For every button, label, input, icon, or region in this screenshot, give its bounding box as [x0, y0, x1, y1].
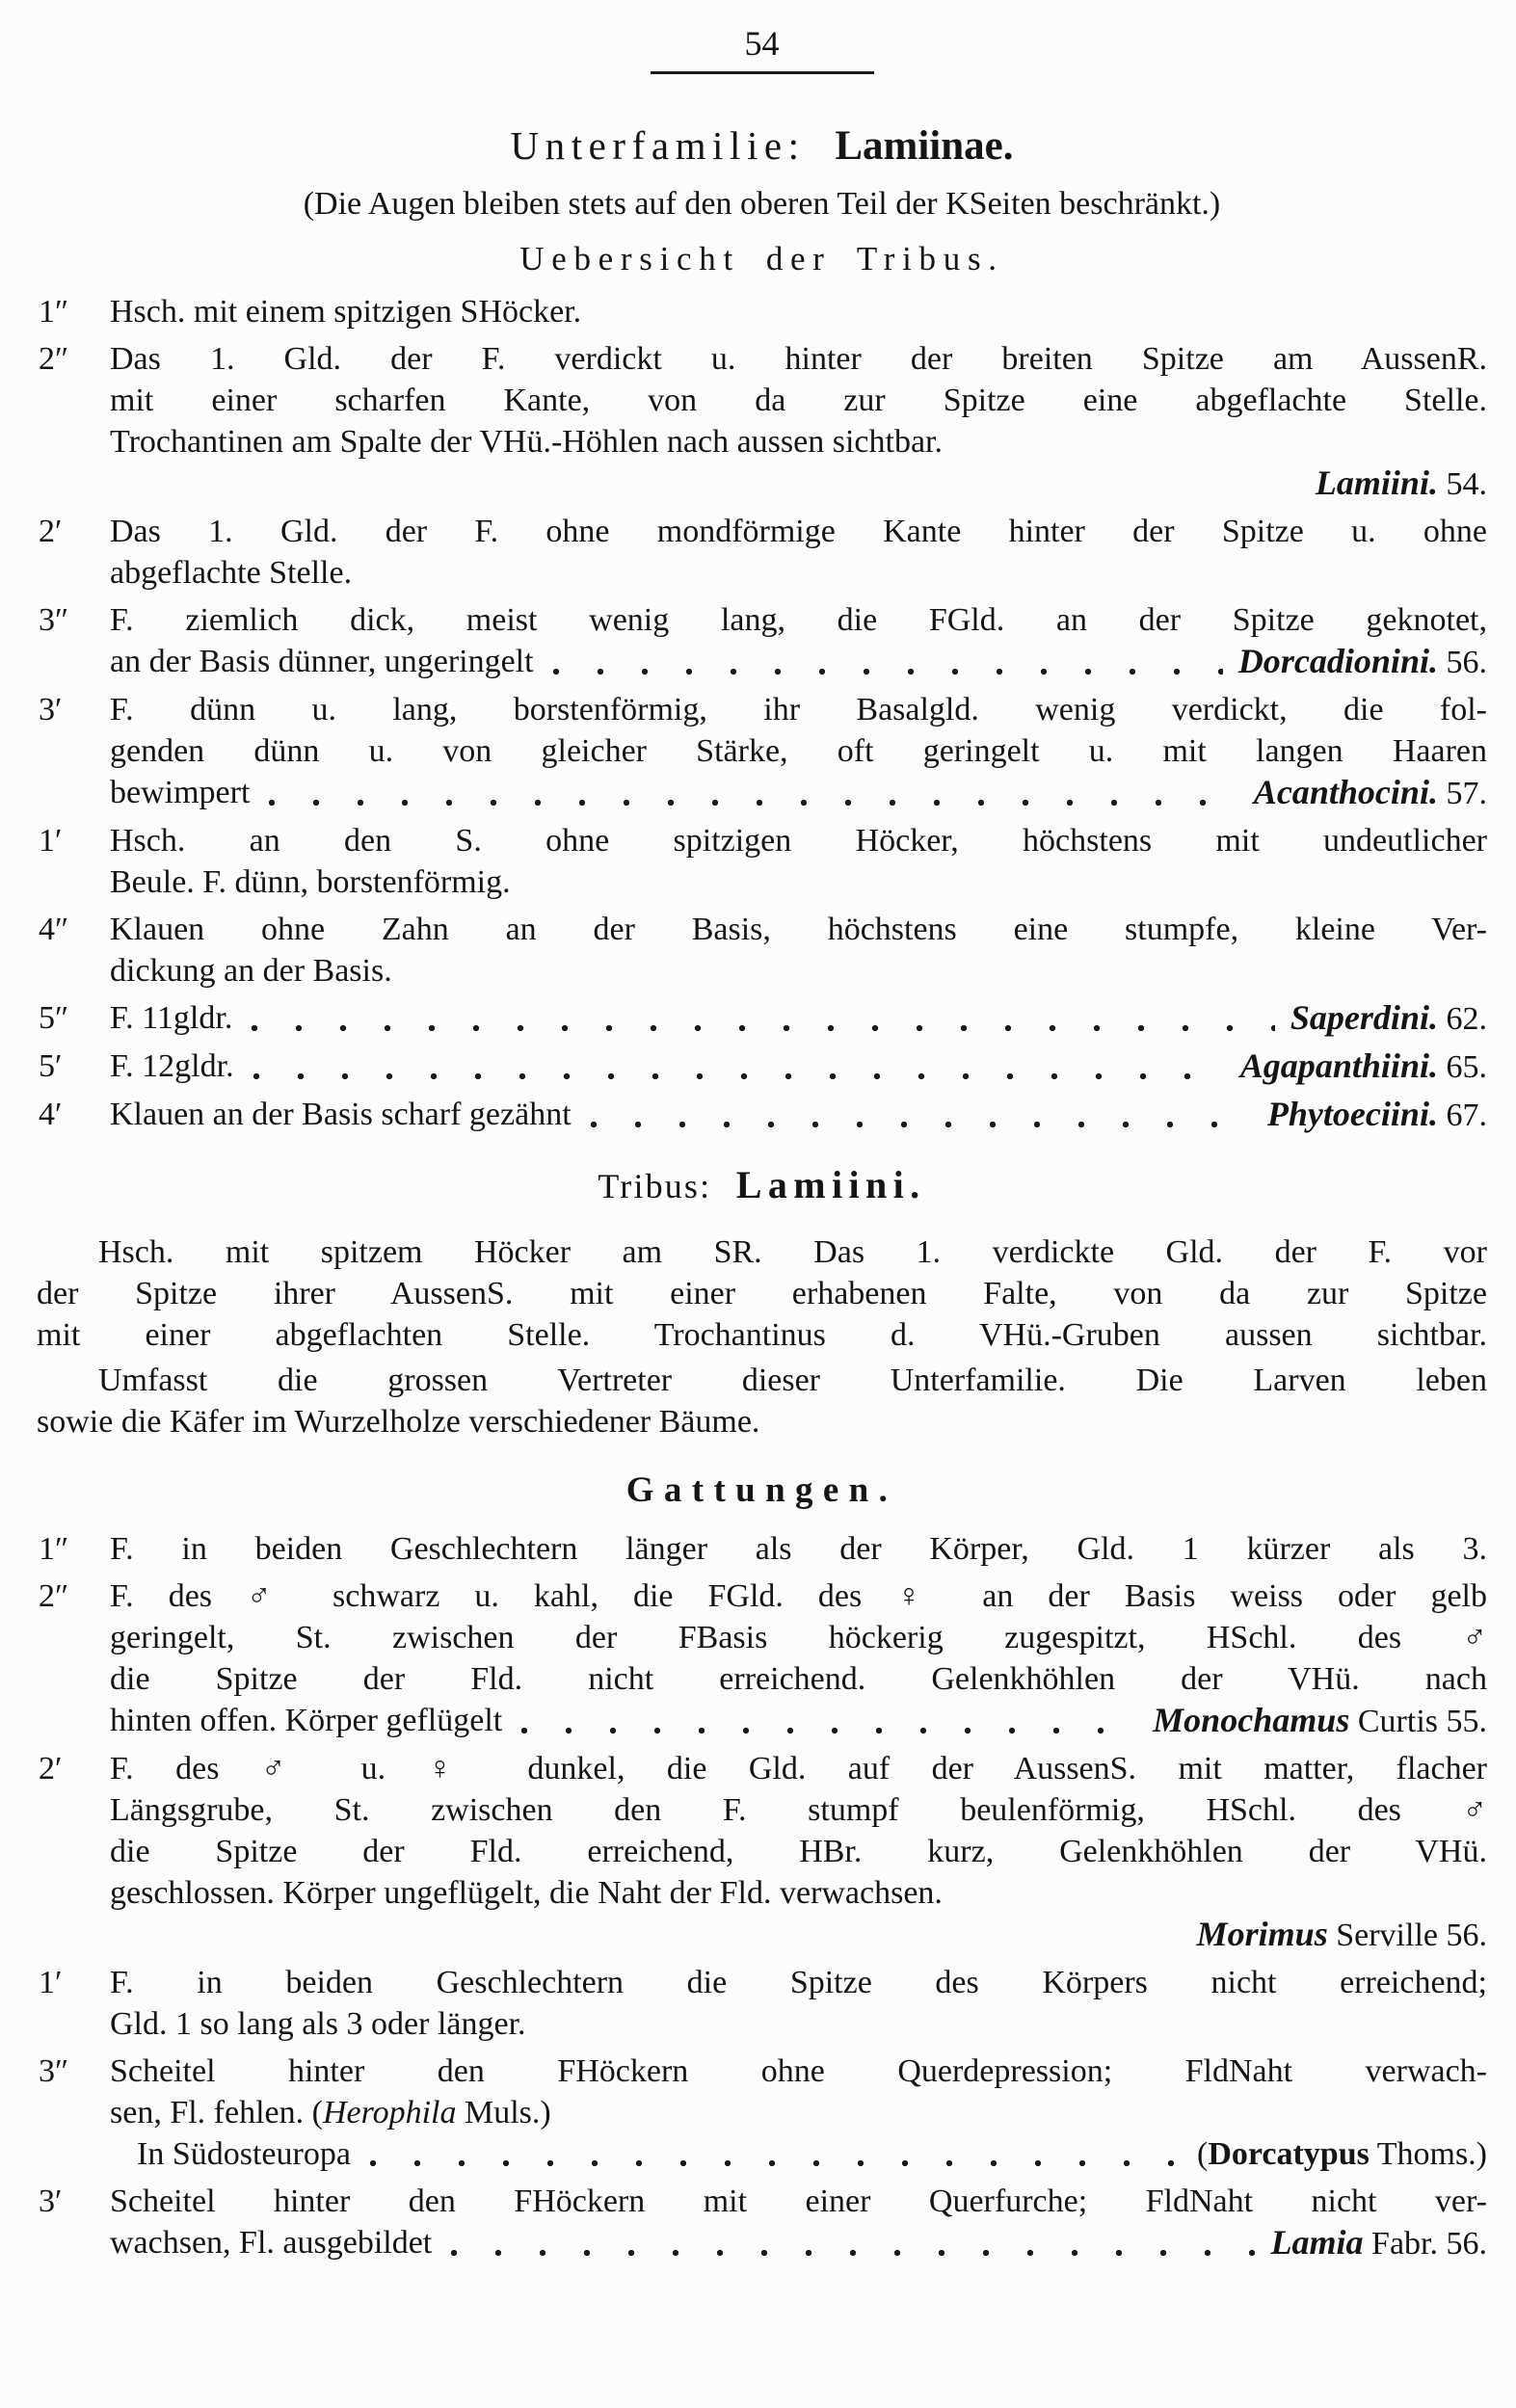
key-item-lines [110, 909, 1487, 992]
text-segment: Hsch. mit einem spitzigen SHöcker. [110, 294, 582, 330]
leader-text [110, 1094, 572, 1136]
key-line [110, 2051, 1487, 2092]
key-item-label: 1′ [39, 823, 63, 859]
key-item-lines [110, 599, 1487, 683]
key-item [37, 2051, 1487, 2175]
tribus-heading-prefix: Tribus: [598, 1167, 712, 1205]
key-item-label: 2′ [39, 514, 63, 549]
key-item [37, 291, 1487, 332]
text-segment: Umfasst die grossen Vertreter dieser Unterfamilie. Die Larven leben [98, 1363, 1487, 1398]
heading-space [815, 123, 825, 168]
key-leader-line [110, 2222, 1487, 2264]
dot-leader [519, 1726, 1137, 1735]
paragraph-line [37, 1231, 1487, 1273]
key-item-label: 1″ [39, 294, 69, 330]
text-segment: Muls.) [456, 2095, 551, 2130]
text-segment: geschlossen. Körper ungeflügelt, die Naht der Fld. verwachsen. [110, 1875, 943, 1911]
key-item-label: 2″ [39, 341, 69, 377]
key-item-lines [110, 2051, 1487, 2175]
genera-key [37, 1528, 1487, 2264]
tribus-heading-name: Lamiini. [735, 1163, 926, 1206]
eye-note: (Die Augen bleiben stets auf den oberen Teil der KSeiten beschränkt.) [303, 186, 1221, 222]
paragraph-line [37, 1273, 1487, 1314]
text-segment: Das 1. Gld. der F. ohne mondförmige Kante hinter der Spitze u. ohne [110, 514, 1487, 549]
key-item [37, 689, 1487, 814]
text-segment: Saperdini. [1290, 998, 1438, 1037]
key-item-lines [110, 1094, 1487, 1136]
text-segment: mit einer abgeflachten Stelle. Trochantinus d. VHü.-Gruben aussen sichtbar. [37, 1317, 1487, 1353]
paragraph-line [37, 1401, 1487, 1442]
text-segment: F. 12gldr. [110, 1048, 234, 1084]
taxon-ref [1197, 2133, 1487, 2175]
key-line [110, 380, 1487, 421]
text-segment: sen, Fl. fehlen. ( [110, 2095, 323, 2130]
key-leader-line [110, 1700, 1487, 1742]
key-item [37, 599, 1487, 683]
dot-leader [551, 667, 1223, 676]
text-segment: Längsgrube, St. zwischen den F. stumpf beulenförmig, HSchl. des ♂ [110, 1792, 1487, 1828]
dot-leader [589, 1120, 1252, 1129]
key-line [110, 421, 1487, 463]
text-segment: F. 11gldr. [110, 1000, 233, 1036]
text-segment: 62. [1438, 1001, 1487, 1037]
text-segment: Morimus [1196, 1915, 1328, 1953]
key-item [37, 1962, 1487, 2045]
text-segment: Agapanthiini. [1239, 1046, 1438, 1085]
text-segment: bewimpert [110, 775, 251, 810]
text-segment: mit einer scharfen Kante, von da zur Spitze eine abgeflachte Stelle. [110, 383, 1487, 418]
text-segment: Klauen ohne Zahn an der Basis, höchstens eine stumpfe, kleine Ver- [110, 912, 1487, 947]
text-segment: Serville 56. [1327, 1918, 1487, 1953]
text-segment: F. ziemlich dick, meist wenig lang, die FGld. an der Spitze geknotet, [110, 602, 1487, 638]
key-item-label: 3′ [39, 2183, 63, 2219]
key-line [110, 1962, 1487, 2003]
key-item-lines [110, 1748, 1487, 1956]
text-segment: Beule. F. dünn, borstenförmig. [110, 864, 511, 900]
text-segment: In Südosteuropa [137, 2136, 351, 2172]
key-line [110, 1748, 1487, 1789]
text-segment: Monochamus [1153, 1701, 1350, 1739]
text-segment: ( [1197, 2136, 1209, 2172]
key-item-label: 3′ [39, 692, 63, 728]
key-line [110, 1658, 1487, 1700]
key-item [37, 1094, 1487, 1136]
key-item-label: 1″ [39, 1531, 69, 1567]
key-leader-line [110, 1094, 1487, 1136]
subfamily-heading-name: Lamiinae. [835, 123, 1014, 169]
text-segment: geringelt, St. zwischen der FBasis höckerig zugespitzt, HSchl. des ♂ [110, 1620, 1487, 1655]
key-item-lines [110, 997, 1487, 1040]
leader-text [110, 997, 232, 1040]
text-segment: F. dünn u. lang, borstenförmig, ihr Basalgld. wenig verdickt, die fol- [110, 692, 1487, 728]
text-segment: Scheitel hinter den FHöckern ohne Querdepression; FldNaht verwach- [110, 2053, 1487, 2089]
key-line [110, 730, 1487, 772]
heading-space [720, 1170, 729, 1205]
text-segment: Lamiini. [1315, 463, 1438, 502]
taxon-ref [1270, 2222, 1487, 2264]
leader-text [110, 2222, 432, 2264]
text-segment: 57. [1438, 776, 1487, 811]
text-segment: genden dünn u. von gleicher Stärke, oft geringelt u. mit langen Haaren [110, 733, 1487, 769]
leader-text [110, 641, 534, 683]
key-item-lines [110, 511, 1487, 594]
key-item-lines [110, 820, 1487, 903]
key-item [37, 2181, 1487, 2264]
key-line [110, 909, 1487, 950]
key-item-label: 2″ [39, 1578, 69, 1614]
key-line [110, 1617, 1487, 1658]
key-item [37, 511, 1487, 594]
subfamily-heading-prefix: Unterfamilie: [510, 123, 806, 168]
key-leader-line [110, 772, 1487, 814]
key-item [37, 1045, 1487, 1088]
text-segment: Curtis 55. [1349, 1704, 1487, 1739]
tribus-description [37, 1231, 1487, 1442]
key-leader-line [110, 997, 1487, 1040]
key-line [110, 599, 1487, 641]
dot-leader [267, 798, 1237, 807]
text-segment: Scheitel hinter den FHöckern mit einer Querfurche; FldNaht nicht ver- [110, 2183, 1487, 2219]
text-segment: F. des ♂ u. ♀ dunkel, die Gld. auf der AussenS. mit matter, flacher [110, 1751, 1487, 1786]
text-segment: Dorcatypus [1208, 2136, 1370, 2172]
text-segment: sowie die Käfer im Wurzelholze verschiedener Bäume. [37, 1404, 760, 1440]
key-item-label: 5″ [39, 1000, 69, 1036]
leader-text [110, 1700, 502, 1742]
paragraph-line [37, 1314, 1487, 1356]
text-segment: Trochantinen am Spalte der VHü.-Höhlen nach aussen sichtbar. [110, 424, 943, 460]
key-line [110, 1831, 1487, 1872]
taxon-ref [1240, 1045, 1487, 1088]
taxon-ref [1254, 772, 1487, 814]
text-segment: hinten offen. Körper geflügelt [110, 1703, 503, 1738]
key-item-label: 1′ [39, 1965, 63, 2000]
key-item-lines [110, 1962, 1487, 2045]
key-item-lines [110, 2181, 1487, 2264]
text-segment: Acanthocini. [1253, 773, 1438, 811]
text-segment: Gld. 1 so lang als 3 oder länger. [110, 2006, 526, 2042]
taxon-ref [1290, 997, 1487, 1040]
key-item-label: 5′ [39, 1048, 63, 1084]
key-item-lines [110, 338, 1487, 505]
key-line [110, 2181, 1487, 2222]
text-segment: Fabr. 56. [1363, 2226, 1487, 2262]
text-segment: Dorcadionini. [1237, 642, 1438, 680]
text-segment: Phytoeciini. [1266, 1095, 1438, 1133]
text-segment: Thoms.) [1369, 2136, 1487, 2172]
key-item [37, 820, 1487, 903]
taxon-ref [1153, 1700, 1487, 1742]
text-segment: Hsch. an den S. ohne spitzigen Höcker, höchstens mit undeutlicher [110, 823, 1487, 859]
subfamily-heading [37, 120, 1487, 172]
text-segment: 56. [1438, 645, 1487, 680]
text-segment: an der Basis dünner, ungeringelt [110, 644, 534, 679]
key-leader-line [110, 641, 1487, 683]
key-leader-line [110, 1045, 1487, 1088]
tribus-key [37, 291, 1487, 1136]
key-item-label: 2′ [39, 1751, 63, 1786]
key-item-label: 4″ [39, 912, 69, 947]
taxon-ref [1238, 641, 1487, 683]
gattungen-heading: Gattungen. [625, 1470, 898, 1510]
text-segment: F. in beiden Geschlechtern die Spitze des Körpers nicht erreichend; [110, 1965, 1487, 2000]
key-line [110, 552, 1487, 594]
text-segment: 54. [1438, 466, 1487, 502]
key-line [110, 2003, 1487, 2045]
key-item-lines [110, 1045, 1487, 1088]
text-segment: abgeflachte Stelle. [110, 555, 353, 591]
key-item-lines [110, 1528, 1487, 1570]
leader-text [137, 2133, 351, 2175]
key-line [110, 1789, 1487, 1831]
taxon-ref-line [110, 463, 1487, 505]
text-segment: dickung an der Basis. [110, 953, 392, 989]
text-segment: Lamia [1270, 2223, 1364, 2262]
dot-leader [368, 2158, 1182, 2168]
key-item [37, 909, 1487, 992]
key-line [110, 1575, 1487, 1617]
text-segment: der Spitze ihrer AussenS. mit einer erhabenen Falte, von da zur Spitze [37, 1276, 1487, 1311]
key-item [37, 1748, 1487, 1956]
key-line [110, 1872, 1487, 1914]
page-number: 54 [744, 24, 780, 63]
paragraph [37, 1360, 1487, 1442]
text-segment: 65. [1438, 1049, 1487, 1085]
key-item-lines [110, 1575, 1487, 1742]
key-item-label: 3″ [39, 2053, 69, 2089]
key-line [110, 1528, 1487, 1570]
text-segment: Hsch. mit spitzem Höcker am SR. Das 1. verdickte Gld. der F. vor [98, 1234, 1487, 1270]
paragraph-line [37, 1360, 1487, 1401]
key-line [110, 338, 1487, 380]
key-line [110, 820, 1487, 861]
key-item-label: 3″ [39, 602, 69, 638]
text-segment: Klauen an der Basis scharf gezähnt [110, 1097, 572, 1132]
dot-leader [449, 2248, 1255, 2258]
key-item [37, 338, 1487, 505]
key-line [110, 511, 1487, 552]
text-segment: F. des ♂ schwarz u. kahl, die FGld. des ♀ an der Basis weiss oder gelb [110, 1578, 1487, 1614]
key-line [110, 950, 1487, 992]
dot-leader [252, 1072, 1225, 1081]
key-leader-line [110, 2133, 1487, 2175]
key-item [37, 997, 1487, 1040]
text-segment: die Spitze der Fld. nicht erreichend. Gelenkhöhlen der VHü. nach [110, 1661, 1487, 1697]
tribus-heading [37, 1161, 1487, 1212]
key-item-label: 4′ [39, 1097, 63, 1132]
text-segment: Das 1. Gld. der F. verdickt u. hinter der breiten Spitze am AussenR. [110, 341, 1487, 377]
text-segment: 67. [1438, 1098, 1487, 1133]
tribus-overview-heading: Uebersicht der Tribus. [519, 240, 1004, 278]
page-number-rule [651, 71, 874, 74]
key-line [110, 291, 1487, 332]
key-item-lines [110, 291, 1487, 332]
key-item-lines [110, 689, 1487, 814]
key-line [110, 861, 1487, 903]
key-line [110, 2092, 1487, 2133]
key-line [110, 689, 1487, 730]
text-segment: Herophila [322, 2095, 457, 2130]
paragraph [37, 1231, 1487, 1356]
text-segment: wachsen, Fl. ausgebildet [110, 2225, 433, 2261]
taxon-ref-line [110, 1914, 1487, 1956]
taxon-ref [1267, 1094, 1487, 1136]
dot-leader [250, 1023, 1275, 1033]
leader-text [110, 772, 250, 814]
text-segment: die Spitze der Fld. erreichend, HBr. kurz, Gelenkhöhlen der VHü. [110, 1834, 1487, 1869]
key-item [37, 1528, 1487, 1570]
leader-text [110, 1045, 234, 1088]
text-segment: F. in beiden Geschlechtern länger als der Körper, Gld. 1 kürzer als 3. [110, 1531, 1487, 1567]
key-item [37, 1575, 1487, 1742]
